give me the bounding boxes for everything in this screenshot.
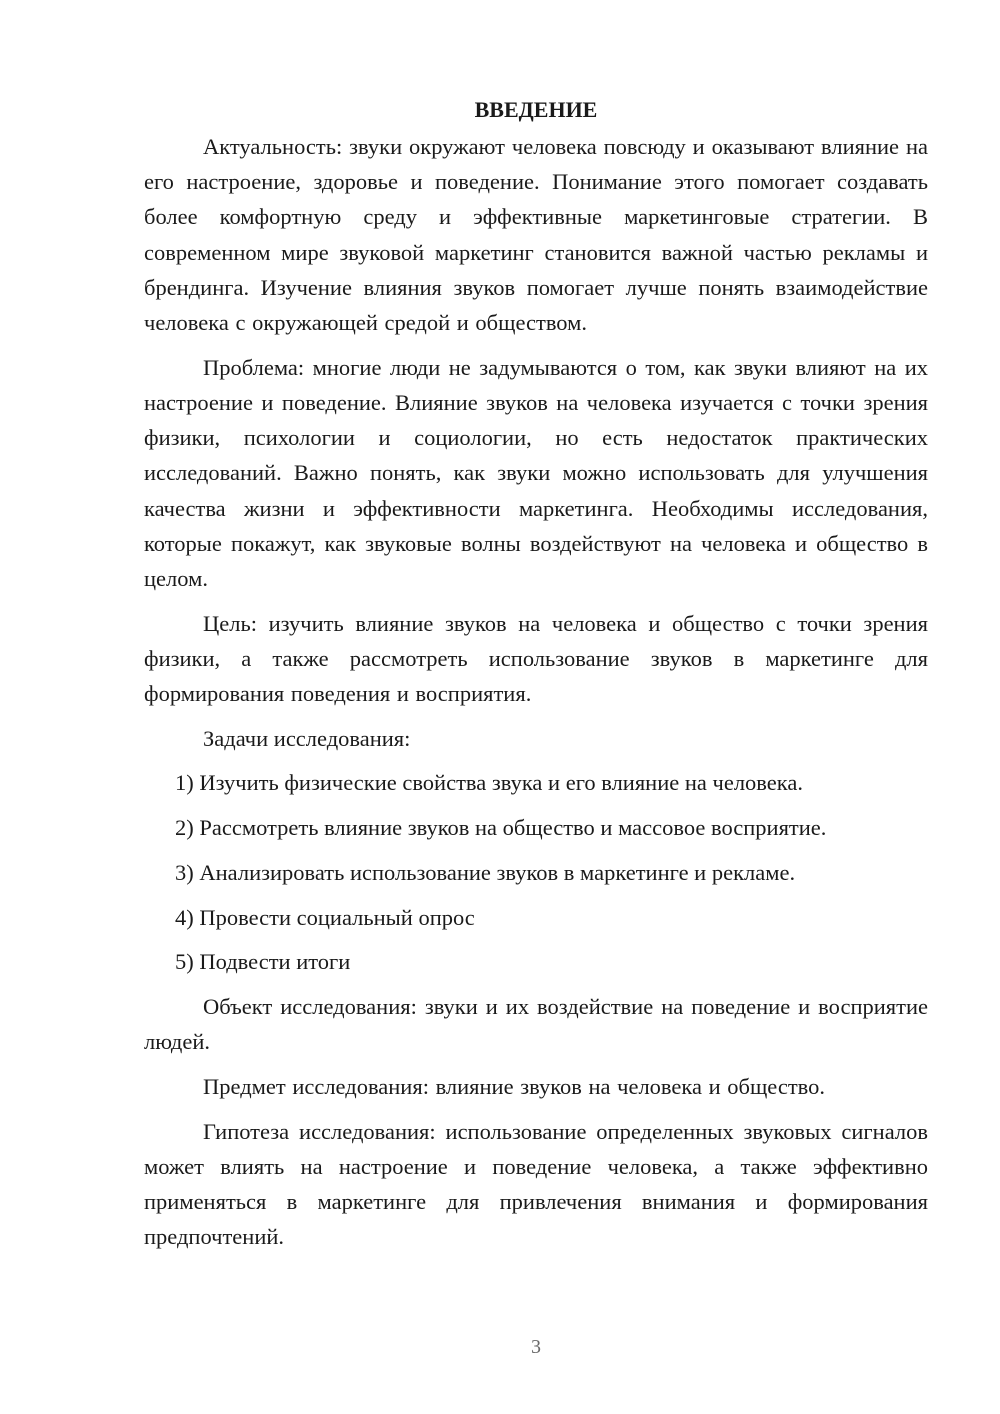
- list-item: 3) Анализировать использование звуков в маркетинге и рекламе.: [175, 859, 796, 885]
- list-item: 2) Рассмотреть влияние звуков на общество и массовое восприятие.: [175, 815, 827, 841]
- list-item: 5) Подвести итоги: [175, 949, 351, 975]
- paragraph-problem: Проблема: многие люди не задумываются о том, как звуки влияют на их настроение и поведение. Влияние звуков на человека изучается с точки зрения физики, психологии и социологии, но есть недостаток практических исследований. Важно понять, как звуки можно использовать для улучшения качества жизни и эффективности маркетинга. Необходимы исследования, которые покажут, как звуковые волны воздействуют на человека и общество в целом.: [144, 354, 928, 591]
- paragraph-hypothesis: Гипотеза исследования: использование определенных звуковых сигналов может влиять на настроение и поведение человека, а также эффективно применяться в маркетинге для привлечения внимания и формирования предпочтений.: [144, 1118, 928, 1250]
- section-title: ВВЕДЕНИЕ: [474, 97, 598, 122]
- document-page: [144, 92, 928, 1264]
- paragraph-relevance: Актуальность: звуки окружают человека повсюду и оказывают влияние на его настроение, здоровье и поведение. Понимание этого помогает создавать более комфортную среду и эффективные маркетинговые стратегии. В современном мире звуковой маркетинг становится важной частью рекламы и брендинга. Изучение влияния звуков помогает лучше понять взаимодействие человека с окружающей средой и обществом.: [144, 134, 928, 336]
- list-item: 1) Изучить физические свойства звука и его влияние на человека.: [175, 770, 803, 796]
- page-number: 3: [531, 1336, 541, 1358]
- tasks-list: [144, 765, 928, 979]
- paragraph-goal: Цель: изучить влияние звуков на человека и общество с точки зрения физики, а также рассмотреть использование звуков в маркетинге для формирования поведения и восприятия.: [144, 610, 928, 707]
- paragraph-object: Объект исследования: звуки и их воздействие на поведение и восприятие людей.: [144, 993, 928, 1055]
- paragraph-subject: Предмет исследования: влияние звуков на человека и общество.: [203, 1073, 826, 1099]
- list-item: 4) Провести социальный опрос: [175, 904, 475, 930]
- tasks-heading: Задачи исследования:: [203, 725, 411, 751]
